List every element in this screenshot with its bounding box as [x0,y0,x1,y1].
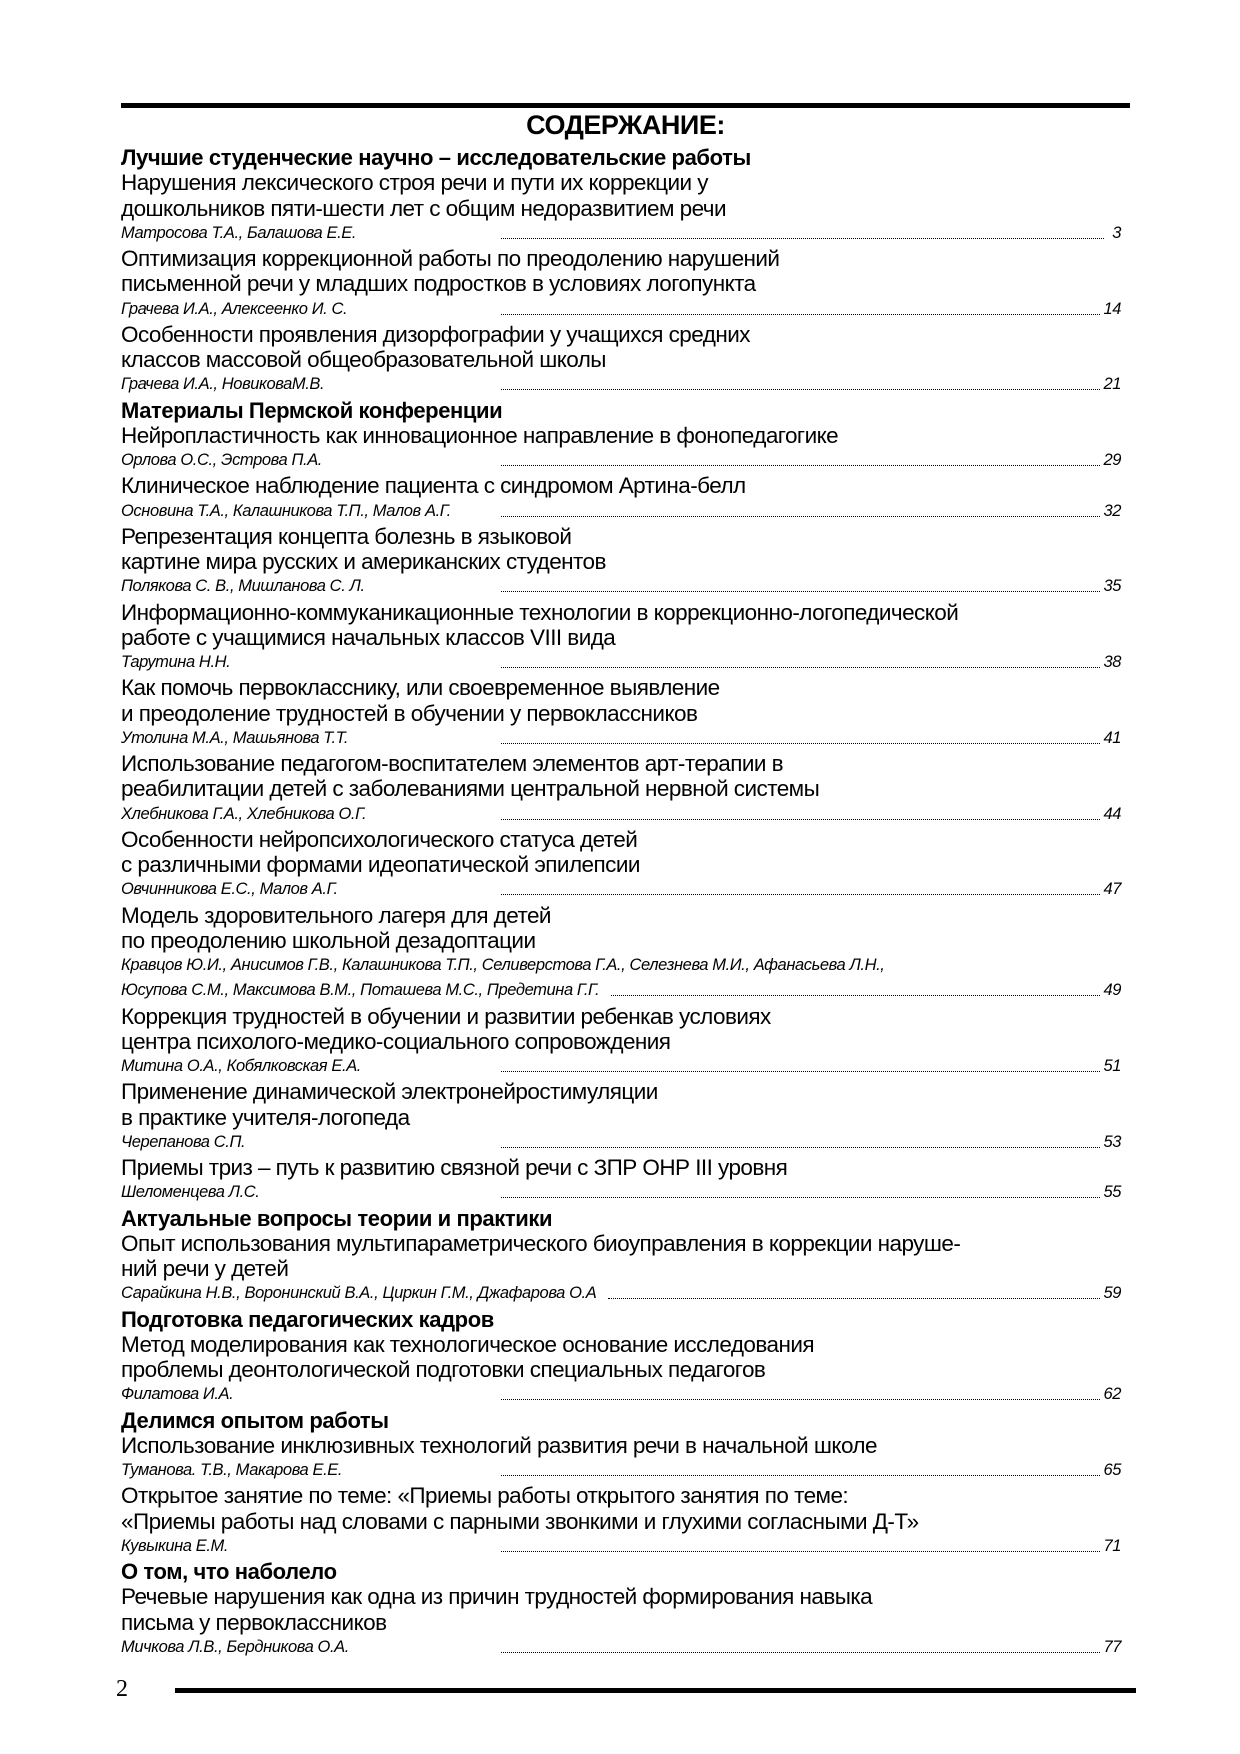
entry-page-number: 59 [1103,1284,1121,1303]
entry-authors-row [121,1130,1121,1155]
entry-authors-row [121,1281,1121,1306]
entry-page-number: 21 [1103,375,1121,394]
section-heading: Актуальные вопросы теории и практики [121,1205,553,1231]
entry-authors-row [121,1534,1121,1559]
entry-title-line: Модель здоровительного лагеря для детей [121,902,551,928]
entry-authors-row [121,1458,1121,1483]
entry-authors-row [121,1054,1121,1079]
entry-page-number: 65 [1103,1461,1121,1479]
entry-title-line: центра психолого-медико-социального сопровождения [121,1028,671,1054]
entry-title-line: картине мира русских и американских студентов [121,549,606,574]
entry-authors-row [121,448,1121,473]
entry-authors: Юсупова С.М., Максимова В.М., Поташева М.С., Предетина Г.Г. [121,981,600,1000]
entry-page-number: 53 [1103,1132,1121,1151]
toc-entry[interactable] [121,423,1121,474]
entry-authors: Мичкова Л.В., Бердникова О.А. [121,1637,349,1656]
entry-title-line: «Приемы работы над словами с парными звонкими и глухими согласными Д-Т» [121,1508,919,1534]
entry-title-line: в практике учителя-логопеда [121,1104,410,1130]
entry-title-line: Речевые нарушения как одна из причин трудностей формирования навыка [121,1584,873,1610]
toc-entry[interactable] [121,1584,1121,1660]
page-title: СОДЕРЖАНИЕ: [526,110,725,140]
entry-page-number: 3 [1112,223,1121,242]
entry-authors: Матросова Т.А., Балашова Е.Е. [121,223,357,242]
entry-authors: Кравцов Ю.И., Анисимов Г.В., Калашникова Т.П., Селиверстова Г.А., Селезнева М.И., Афанасьева Л.Н., [121,956,885,974]
toc-entry[interactable] [121,1155,1121,1206]
entry-page-number: 47 [1103,880,1121,899]
entry-authors: Овчинникова Е.С., Малов А.Г. [121,880,338,899]
toc-entry[interactable] [121,1231,1121,1307]
entry-page-number: 41 [1103,728,1121,747]
entry-authors-row [121,953,1121,978]
dot-leader [608,1298,1100,1299]
entry-authors: Грачева И.А., Алексеенко И. С. [121,299,348,318]
section-heading: Лучшие студенческие научно – исследовательские работы [121,145,751,170]
entry-authors: Кувыкина Е.М. [121,1536,229,1555]
entry-page-number: 77 [1103,1637,1121,1656]
dot-leader [611,995,1100,996]
toc-entry[interactable] [121,751,1121,827]
section-heading: Подготовка педагогических кадров [121,1306,494,1332]
toc-entry[interactable] [121,1332,1121,1408]
toc-section [121,145,1121,398]
entry-authors: Черепанова С.П. [121,1132,246,1151]
entry-page-number: 44 [1103,804,1121,823]
dot-leader [501,1071,1100,1072]
entry-authors: Тарутина Н.Н. [121,653,231,671]
section-heading: О том, что наболело [121,1559,337,1584]
entry-title-line: Использование педагогом-воспитателем элементов арт-терапии в [121,751,784,776]
entry-title-line: Оптимизация коррекционной работы по преодолению нарушений [121,246,780,271]
entry-authors: Сарайкина Н.В., Воронинский В.А., Циркин Г.М., Джафарова О.А [121,1284,597,1303]
dot-leader [501,1197,1100,1198]
entry-title-line: Использование инклюзивных технологий развития речи в начальной школе [121,1432,877,1458]
toc-entry[interactable] [121,322,1121,398]
toc-section [121,1559,1121,1660]
bottom-rule [175,1688,1136,1693]
entry-authors: Основина Т.А., Калашникова Т.П., Малов А.Г. [121,501,451,520]
dot-leader [501,1551,1100,1552]
entry-title-line: Клиническое наблюдение пациента с синдромом Артина-белл [121,473,746,499]
entry-title-line: работе с учащимися начальных классов VIII вида [121,624,616,650]
entry-title-line: Метод моделирования как технологическое основание исследования [121,1331,815,1357]
entry-authors: Филатова И.А. [121,1385,234,1404]
entry-title-line: Нейропластичность как инновационное направление в фонопедагогике [121,422,839,448]
entry-authors-row [121,297,1121,322]
entry-title-line: классов массовой общеобразовательной школы [121,347,606,372]
entry-title-line: дошкольников пяти-шести лет с общим недоразвитием речи [121,195,726,221]
entry-page-number: 55 [1103,1183,1121,1202]
entry-page-number: 62 [1103,1385,1121,1404]
toc-entry[interactable] [121,600,1121,676]
entry-authors-row [121,1180,1121,1205]
toc-section [121,1307,1121,1408]
entry-title-line: Открытое занятие по теме: «Приемы работы открытого занятия по теме: [121,1483,849,1509]
entry-authors-row [121,726,1121,751]
toc-entry[interactable] [121,1433,1121,1484]
dot-leader [501,1652,1100,1653]
top-rule [121,103,1130,108]
entry-title-line: Репрезентация концепта болезнь в языковой [121,523,572,549]
table-of-contents [121,145,1121,1660]
entry-authors-row [121,574,1121,599]
entry-authors-row [121,802,1121,827]
entry-authors: Грачева И.А., НовиковаМ.В. [121,375,325,394]
entry-title-line: письма у первоклассников [121,1609,387,1635]
toc-entry[interactable] [121,903,1121,1004]
entry-authors: Орлова О.С., Эстрова П.А. [121,451,322,469]
entry-title-line: Особенности проявления дизорфографии у учащихся средних [121,321,750,347]
entry-title-line: Коррекция трудностей в обучении и развитии ребенкав условиях [121,1003,771,1029]
entry-title-line: ний речи у детей [121,1256,289,1281]
entry-page-number: 14 [1103,299,1121,318]
entry-title-line: Как помочь первокласснику, или своевременное выявление [121,675,720,701]
entry-authors: Хлебникова Г.А., Хлебникова О.Г. [121,804,367,823]
toc-section [121,398,1121,1206]
dot-leader [501,1399,1100,1400]
entry-authors-row [121,372,1121,397]
dot-leader [501,1475,1100,1476]
dot-leader [501,516,1100,517]
entry-page-number: 35 [1103,577,1121,596]
section-heading: Материалы Пермской конференции [121,397,503,423]
entry-authors: Туманова. Т.В., Макарова Е.Е. [121,1461,343,1479]
entry-title-line: Нарушения лексического строя речи и пути их коррекции у [121,170,708,196]
entry-authors-row [121,221,1121,246]
toc-section [121,1408,1121,1560]
toc-entry[interactable] [121,524,1121,600]
page-number: 2 [116,1676,128,1702]
toc-entry[interactable] [121,170,1121,246]
section-heading: Делимся опытом работы [121,1407,389,1433]
entry-title-line: письменной речи у младших подростков в условиях логопункта [121,271,756,297]
toc-entry[interactable] [121,1004,1121,1080]
toc-entry[interactable] [121,827,1121,903]
entry-authors: Шеломенцева Л.С. [121,1183,260,1202]
entry-authors-row [121,978,1121,1003]
entry-title-line: Информационно-коммуканикационные технологии в коррекционно-логопедической [121,599,959,625]
dot-leader [501,314,1100,315]
entry-authors-row [121,499,1121,524]
dot-leader [501,389,1100,390]
dot-leader [501,819,1100,820]
dot-leader [501,667,1100,668]
dot-leader [501,465,1100,466]
entry-title-line: Применение динамической электронейростимуляции [121,1079,658,1105]
toc-entry[interactable] [121,473,1121,524]
dot-leader [501,591,1100,592]
entry-title-line: проблемы деонтологической подготовки специальных педагогов [121,1357,766,1382]
entry-title-line: с различными формами идеопатической эпилепсии [121,852,640,877]
dot-leader [501,1147,1100,1148]
dot-leader [501,743,1100,744]
entry-page-number: 38 [1103,653,1121,671]
entry-title-line: Опыт использования мультипараметрического биоуправления в коррекции наруше- [121,1230,961,1256]
entry-page-number: 29 [1103,451,1121,469]
entry-title-line: Особенности нейропсихологического статуса детей [121,826,638,852]
entry-authors-row [121,1635,1121,1660]
toc-entry[interactable] [121,1483,1121,1559]
entry-authors-row [121,877,1121,902]
toc-section [121,1206,1121,1307]
entry-title-line: по преодолению школьной дезадоптации [121,927,536,953]
entry-authors: Митина О.А., Кобялковская Е.А. [121,1057,361,1075]
toc-entry[interactable] [121,246,1121,322]
entry-page-number: 32 [1103,501,1121,520]
entry-authors: Полякова С. В., Мишланова С. Л. [121,577,365,596]
entry-authors-row [121,1382,1121,1407]
toc-entry[interactable] [121,1079,1121,1155]
toc-entry[interactable] [121,675,1121,751]
entry-title-line: Приемы триз – путь к развитию связной речи с ЗПР ОНР III уровня [121,1155,788,1180]
entry-page-number: 49 [1103,981,1121,1000]
entry-page-number: 51 [1103,1057,1121,1075]
entry-title-line: реабилитации детей с заболеваниями центральной нервной системы [121,776,820,802]
entry-authors: Утолина М.А., Машьянова Т.Т. [121,728,349,747]
entry-authors-row [121,650,1121,675]
dot-leader [501,894,1100,895]
entry-page-number: 71 [1103,1536,1121,1555]
dot-leader [501,238,1104,239]
entry-title-line: и преодоление трудностей в обучении у первоклассников [121,700,698,726]
